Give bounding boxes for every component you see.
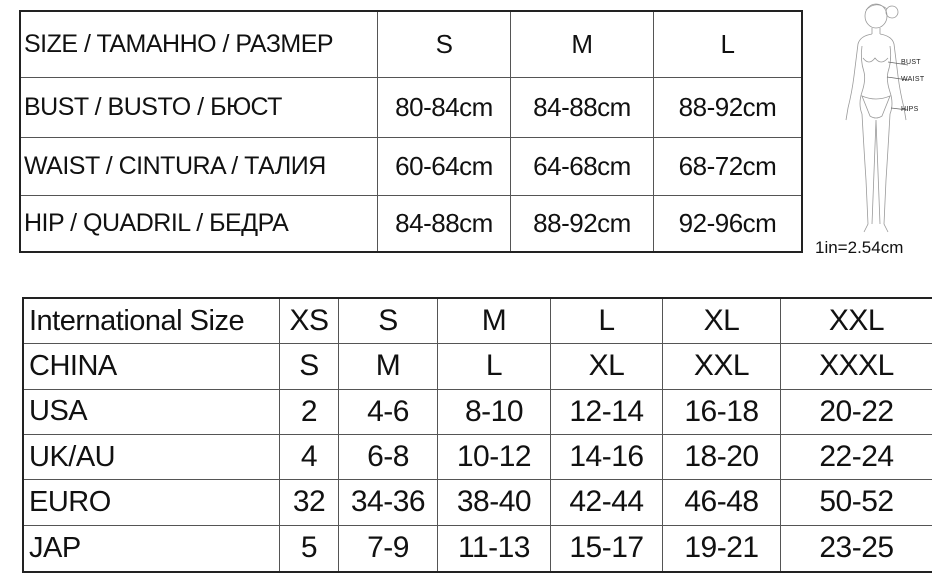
euro-s: 34-36 (339, 480, 438, 525)
header-xxl: XXL (781, 299, 932, 344)
china-xs: S (280, 344, 339, 389)
jap-xl: 19-21 (663, 526, 781, 571)
bust-l: 88-92cm (654, 78, 801, 138)
waist-label: WAIST / CINTURA / ТАЛИЯ (21, 138, 378, 196)
jap-xs: 5 (280, 526, 339, 571)
uk-au-l: 14-16 (551, 435, 663, 480)
china-m: L (438, 344, 551, 389)
euro-l: 42-44 (551, 480, 663, 525)
euro-xxl: 50-52 (781, 480, 932, 525)
china-xl: XXL (663, 344, 781, 389)
hip-s: 84-88cm (378, 196, 511, 251)
female-silhouette-illustration (808, 0, 932, 240)
euro-xs: 32 (280, 480, 339, 525)
bust-figure-label: BUST (901, 59, 921, 66)
china-l: XL (551, 344, 663, 389)
usa-xs: 2 (280, 390, 339, 435)
jap-m: 11-13 (438, 526, 551, 571)
hip-label: HIP / QUADRIL / БЕДРА (21, 196, 378, 251)
uk-au-xxl: 22-24 (781, 435, 932, 480)
header-size-label: SIZE / TAMAHHO / РАЗМЕР (21, 12, 378, 78)
waist-figure-label: WAIST (901, 76, 925, 83)
usa-xxl: 20-22 (781, 390, 932, 435)
euro-m: 38-40 (438, 480, 551, 525)
waist-s: 60-64cm (378, 138, 511, 196)
usa-m: 8-10 (438, 390, 551, 435)
row-label-uk-au: UK/AU (24, 435, 280, 480)
bust-s: 80-84cm (378, 78, 511, 138)
header-international-size: International Size (24, 299, 280, 344)
china-xxl: XXXL (781, 344, 932, 389)
body-measurement-figure (808, 0, 932, 262)
waist-m: 64-68cm (511, 138, 654, 196)
uk-au-s: 6-8 (339, 435, 438, 480)
uk-au-xl: 18-20 (663, 435, 781, 480)
hip-l: 92-96cm (678, 208, 777, 238)
waist-l: 68-72cm (654, 138, 801, 196)
uk-au-xs: 4 (280, 435, 339, 480)
jap-l: 15-17 (551, 526, 663, 571)
international-size-table (22, 297, 932, 573)
hips-figure-label: HIPS (901, 106, 919, 113)
usa-s: 4-6 (339, 390, 438, 435)
jap-xxl: 23-25 (819, 531, 894, 565)
bust-label: BUST / BUSTO / БЮСТ (21, 78, 378, 138)
header-xl: XL (663, 299, 781, 344)
bust-m: 84-88cm (511, 78, 654, 138)
header-l: L (551, 299, 663, 344)
unit-conversion-note: 1in=2.54cm (815, 238, 904, 257)
jap-s: 7-9 (339, 526, 438, 571)
uk-au-m: 10-12 (438, 435, 551, 480)
hip-m: 88-92cm (511, 196, 654, 251)
measurement-size-table (19, 10, 803, 253)
row-label-jap: JAP (24, 526, 280, 571)
euro-xl: 46-48 (663, 480, 781, 525)
header-xs: XS (280, 299, 339, 344)
header-size-l: L (654, 12, 801, 78)
row-label-china: CHINA (24, 344, 280, 389)
row-label-usa: USA (24, 390, 280, 435)
usa-l: 12-14 (551, 390, 663, 435)
usa-xl: 16-18 (663, 390, 781, 435)
header-m: M (438, 299, 551, 344)
row-label-euro: EURO (24, 480, 280, 525)
header-size-s: S (378, 12, 511, 78)
china-s: M (339, 344, 438, 389)
header-s: S (339, 299, 438, 344)
header-size-m: M (511, 12, 654, 78)
